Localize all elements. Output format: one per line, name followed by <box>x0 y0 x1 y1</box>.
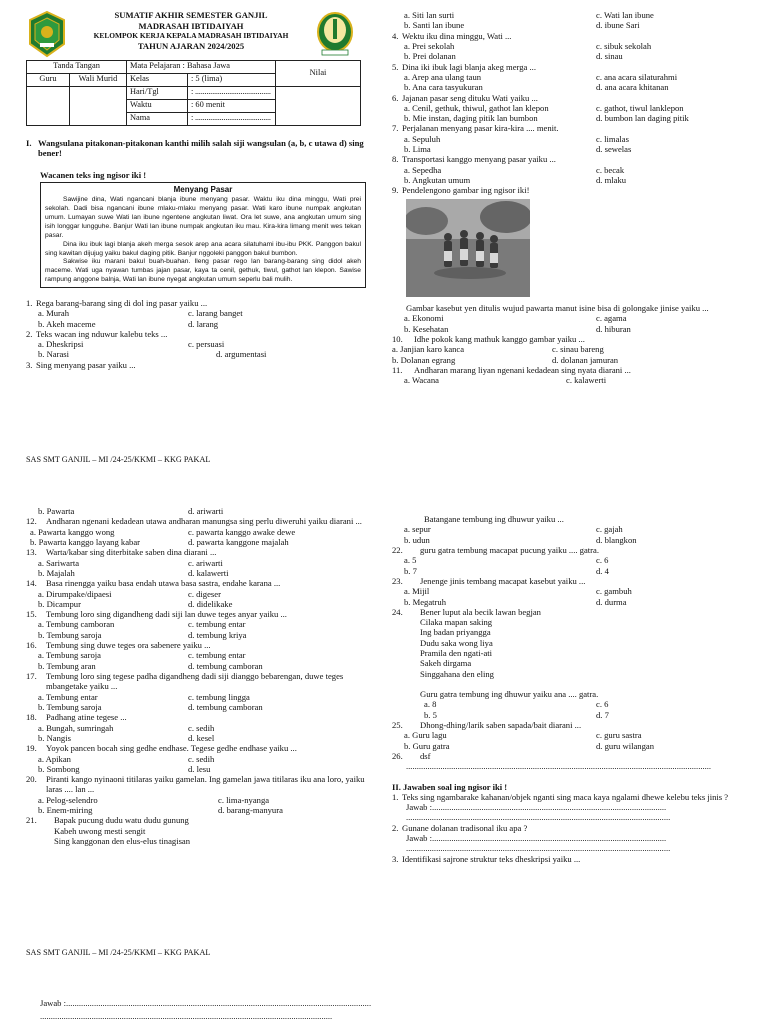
poem-line: Sakeh dirgama <box>420 658 472 669</box>
question-11-options-part1 <box>392 375 762 385</box>
question-number: 26. <box>392 750 403 761</box>
option-b[interactable]: b. Angkutan umum <box>404 175 471 185</box>
question-15-options <box>26 619 378 640</box>
option-a[interactable]: a. Ekonomi <box>404 313 444 324</box>
madrasah-emblem-icon <box>28 10 66 58</box>
question-16-options <box>26 650 378 671</box>
option-a[interactable]: a. Sariwarta <box>38 557 80 568</box>
question-number: 13. <box>26 547 37 558</box>
option-d[interactable]: d. durma <box>596 596 627 607</box>
option-c[interactable]: c. agama <box>596 313 627 324</box>
option-a[interactable]: a. Pelog-selendro <box>38 794 98 805</box>
time-value: : 60 menit <box>188 100 276 113</box>
question-11-options-part2 <box>26 506 378 516</box>
option-b[interactable]: b. Majalah <box>38 567 75 578</box>
exam-title: SUMATIF AKHIR SEMESTER GANJIL <box>114 10 268 20</box>
poem-line: Bener luput ala becik lawan begjan <box>420 606 541 617</box>
reading-passage <box>40 182 366 288</box>
option-c[interactable]: c. sibuk sekolah <box>596 40 652 51</box>
option-d[interactable]: d. tembung kriya <box>188 629 247 640</box>
question-25 <box>392 720 762 730</box>
poem-line: Sing kanggonan den elus-elus tinagisan <box>54 836 191 846</box>
option-b[interactable]: b. Pawarta <box>38 506 75 516</box>
option-c[interactable]: c. guru sastra <box>596 730 642 741</box>
reading-label: Wacanen teks ing ngisor iki ! <box>40 169 147 180</box>
question-24 <box>392 607 762 700</box>
section1-number: I. <box>26 138 32 148</box>
question-22 <box>392 545 762 555</box>
question-text: Andharan marang liyan ngenani kedadean sing nyata diarani ... <box>414 364 631 375</box>
time-label: Waktu <box>127 100 188 113</box>
p1-right-questions <box>392 31 762 386</box>
essay-question-3 <box>392 854 762 864</box>
question-4-options <box>392 41 762 62</box>
option-d[interactable]: d. kalawerti <box>188 567 229 578</box>
question-number: 17. <box>26 671 37 681</box>
question-4 <box>392 31 762 41</box>
question-text: Tembung loro sing tegese padha digandheng dadi siji dianggo bebarengan, duwe teges mbangetake yaiku ... <box>46 671 344 692</box>
teacher-signature-box[interactable] <box>27 87 70 126</box>
question-text: Teks sing ngambarake kahanan/objek nganti sing maca kaya ngalami dhewe kelebu teks jinis ? <box>402 791 729 802</box>
regional-emblem-icon <box>316 10 354 58</box>
question-text: Transportasi kanggo menyang pasar yaiku ... <box>402 154 556 165</box>
option-d[interactable]: d. larang <box>188 318 219 329</box>
question-text: Dhong-dhing/larik saben sapada/bait diarani ... <box>420 719 582 730</box>
class-label: Kelas <box>127 74 188 87</box>
option-c[interactable]: c. gajah <box>596 524 623 535</box>
question-12-options <box>26 527 378 548</box>
question-text: Perjalanan menyang pasar kira-kira .... menit. <box>402 123 559 134</box>
option-d[interactable]: d. pawarta kanggone majalah <box>188 536 289 547</box>
option-c[interactable]: c. tembung entar <box>188 650 246 661</box>
question-number: 1. <box>392 791 399 802</box>
question-number: 10. <box>392 333 403 344</box>
question-23 <box>392 576 762 586</box>
page2-footer: SAS SMT GANJIL – MI /24-25/KKMI – KKG PAKAL <box>26 948 211 957</box>
poem-line: Singgahana den eling <box>420 668 494 679</box>
option-a[interactable]: a. Dheskripsi <box>38 339 84 350</box>
question-number: 25. <box>392 719 403 730</box>
question-text: Idhe pokok kang mathuk kanggo gambar yaiku ... <box>414 333 585 344</box>
question-6-options <box>392 103 762 124</box>
option-c[interactable]: c. gambuh <box>596 586 632 597</box>
question-17 <box>26 671 378 692</box>
school-name: MADRASAH IBTIDAIYAH <box>138 20 244 31</box>
question-number: 7. <box>392 123 399 134</box>
poem-line: Dudu saka wong liya <box>420 637 493 648</box>
date-label: Hari/Tgl <box>127 87 188 100</box>
question-text: Tembung loro sing digandheng dadi siji lan duwe teges anyar yaiku ... <box>46 609 287 620</box>
option-b[interactable]: b. Mie instan, daging pitik lan bumbon <box>404 113 538 124</box>
option-b[interactable]: b. Tembung aran <box>38 660 96 671</box>
essay-2-answer-field[interactable]: Jawab :............................................................................................................. <box>406 833 667 844</box>
option-c[interactable]: c. sedih <box>188 722 215 733</box>
question-8-options <box>392 165 762 186</box>
question-12 <box>26 516 378 526</box>
option-d[interactable]: d. 4 <box>596 565 609 576</box>
reading-paragraph-1: Sawijine dina, Wati ngancani blanja ibune menyang pasar. Waktu iku dina minggu, Wati prei sekolah. Dadi bisa ngancani ibune mlaku-mlaku menyang pasar. Wati karo ibune numpak angkutan umum. Lumayan suwe Wati lan ibune ngentene angkutan liwat. Ora let suwe, ana angkutan umum sing isih longgar lungguhe. Banjur Wati lan ibune numpak angkutan iku mau. Kira-kira limang menit wes tekan pasar. <box>45 196 361 239</box>
exam-page-1 <box>0 0 768 490</box>
option-a[interactable]: a. sepur <box>404 524 431 535</box>
option-d[interactable]: d. lesu <box>188 763 211 774</box>
page2-right-column <box>392 514 762 864</box>
teacher-signature-label: Guru <box>27 74 70 87</box>
question-18-options <box>26 723 378 744</box>
question-text: Identifikasi sajrone struktur teks dheskripsi yaiku ... <box>402 853 581 864</box>
reading-title: Menyang Pasar <box>173 184 233 194</box>
p1-left-questions <box>26 298 378 370</box>
section1-instruction <box>26 138 378 159</box>
option-d[interactable]: d. sewelas <box>596 144 632 155</box>
question-number: 16. <box>26 640 37 651</box>
option-d[interactable]: d. tembung camboran <box>188 660 263 671</box>
option-d[interactable]: d. barang-manyura <box>218 805 283 816</box>
option-a[interactable]: a. Sepuluh <box>404 133 441 144</box>
option-b[interactable]: b. 5 <box>424 709 437 720</box>
question-text: Rega barang-barang sing di dol ing pasar yaiku ... <box>36 297 208 308</box>
option-d[interactable]: d. tembung camboran <box>188 701 263 712</box>
option-c[interactable]: c. ariwarti <box>188 557 223 568</box>
question-13-options <box>26 558 378 579</box>
option-b[interactable]: b. Sombong <box>38 763 80 774</box>
date-field[interactable]: : ........................................ <box>188 87 276 100</box>
question-21-tail: Batangane tembung ing dhuwur yaiku ... <box>424 514 564 524</box>
question-11 <box>392 365 762 375</box>
question-14-options <box>26 589 378 610</box>
option-a[interactable]: a. Janjian karo kanca <box>392 344 465 355</box>
question-number: 19. <box>26 743 37 754</box>
question-text: Basa rinengga yaiku basa endah utawa basa sastra, endahe karana ... <box>46 578 281 589</box>
option-a[interactable]: a. Apikan <box>38 753 71 764</box>
question-7 <box>392 123 762 133</box>
option-a[interactable]: a. Tembung saroja <box>38 650 101 661</box>
exam-page-2 <box>0 500 768 1024</box>
question-16 <box>26 640 378 650</box>
question-24-poem <box>412 607 762 700</box>
option-a[interactable]: a. Prei sekolah <box>404 40 455 51</box>
option-b[interactable]: b. Dolanan egrang <box>392 354 456 365</box>
option-b[interactable]: b. Megatruh <box>404 596 447 607</box>
option-d[interactable]: d. bumbon lan daging pitik <box>596 113 689 124</box>
option-c[interactable]: c. digeser <box>188 588 221 599</box>
name-field[interactable]: : ........................................ <box>188 113 276 126</box>
option-a[interactable]: a. Sepedha <box>404 164 442 175</box>
question-24-options <box>392 699 762 720</box>
question-19-options <box>26 754 378 775</box>
question-text: Dina iki ibuk lagi blanja akeg merga ... <box>402 61 536 72</box>
reading-paragraph-2: Dina iku ibuk lagi blanja akeh merga sesok arep ana acara silatuhami ibu-ibu PKK. Panggon bakul sing kawitan dijujug yaiku bakul daging pitik. Banjur nggoleki panggon bakul bumbon. <box>45 240 361 257</box>
option-a[interactable]: a. Mijil <box>404 586 430 597</box>
question-6 <box>392 93 762 103</box>
option-b[interactable]: b. Kesehatan <box>404 323 449 334</box>
question-number: 3. <box>26 359 33 370</box>
question-9-options <box>392 313 762 334</box>
option-c[interactable]: c. ana acara silaturahmi <box>596 71 678 82</box>
question-text: Padhang atine tegese ... <box>46 712 127 723</box>
option-a[interactable]: a. Tembung camboran <box>38 619 115 630</box>
class-value: : 5 (lima) <box>188 74 276 87</box>
score-box[interactable] <box>276 87 361 126</box>
option-c[interactable]: c. sinau bareng <box>552 344 604 355</box>
option-a[interactable]: a. Tembung entar <box>38 691 98 702</box>
option-c[interactable]: c. tembung entar <box>188 619 246 630</box>
question-18 <box>26 712 378 722</box>
option-c[interactable]: c. limalas <box>596 133 629 144</box>
page2-left-column <box>26 506 378 846</box>
question-25-options <box>392 730 762 751</box>
option-b[interactable]: b. Dicampur <box>38 598 81 609</box>
student-info-table <box>26 60 361 126</box>
question-1 <box>26 298 378 308</box>
option-a[interactable]: a. Wacana <box>404 375 439 386</box>
page1-footer: SAS SMT GANJIL – MI /24-25/KKMI – KKG PAKAL <box>26 455 211 464</box>
option-d[interactable]: d. kesel <box>188 732 215 743</box>
exam-title-block <box>66 10 316 51</box>
question-number: 5. <box>392 61 399 72</box>
poem-line: Pramila den ngati-ati <box>420 648 493 659</box>
option-d[interactable]: d. ibune Sari <box>596 20 640 31</box>
question-2 <box>26 329 378 339</box>
section2-instruction: II. Jawaben soal ing ngisor iki ! <box>392 781 508 792</box>
question-number: 4. <box>392 30 399 41</box>
option-c[interactable]: c. tembung lingga <box>188 691 250 702</box>
question-text: Warta/kabar sing diterbitake saben dina diarani ... <box>46 547 217 558</box>
question-10-options <box>392 344 762 365</box>
option-d[interactable]: d. didelikake <box>188 598 233 609</box>
question-text: Andharan ngenani kedadean utawa andharan manungsa sing perlu diweruhi yaiku diarani ... <box>46 516 362 527</box>
option-b[interactable]: b. Lima <box>404 144 431 155</box>
parent-signature-label: Wali Murid <box>70 74 127 87</box>
question-5 <box>392 62 762 72</box>
question-number: 21. <box>26 815 37 826</box>
option-b[interactable]: b. 7 <box>404 565 417 576</box>
academic-year: TAHUN AJARAN 2024/2025 <box>137 40 245 51</box>
question-text: Tembung sing duwe teges ora sabenere yaiku ... <box>46 640 211 651</box>
question-text: Teks wacan ing nduwur kalebu teks ... <box>36 328 168 339</box>
question-number: 23. <box>392 575 403 586</box>
option-d[interactable]: d. blangkon <box>596 534 637 545</box>
question-text: Wektu iku dina minggu, Wati ... <box>402 30 512 41</box>
option-d[interactable]: d. sinau <box>596 51 623 62</box>
option-d[interactable]: d. argumentasi <box>216 349 267 360</box>
essay-question-2 <box>392 823 762 833</box>
question-number: 3. <box>392 853 399 864</box>
option-b[interactable]: b. udun <box>404 534 430 545</box>
question-number: 9. <box>392 185 399 196</box>
option-b[interactable]: b. Guru gatra <box>404 740 450 751</box>
question-21-options <box>392 524 762 545</box>
option-d[interactable]: d. dolanan jamuran <box>552 354 619 365</box>
essay-1-answer-field[interactable]: Jawab :............................................................................................................. <box>406 802 667 813</box>
parent-signature-box[interactable] <box>70 87 127 126</box>
question-number: 24. <box>392 606 403 617</box>
question-number: 18. <box>26 712 37 723</box>
question-19 <box>26 743 378 753</box>
question-text: dsf <box>420 750 431 761</box>
option-b[interactable]: b. Nangis <box>38 732 71 743</box>
question-20 <box>26 774 378 795</box>
question-20-options <box>26 795 378 816</box>
question-number: 12. <box>26 516 37 527</box>
question-text: Piranti kango nyinaoni titilaras yaiku gamelan. Ing gamelan jawa titilaras iku ana loro, yaiku laras .... lan ... <box>46 774 365 795</box>
option-c[interactable]: c. 6 <box>596 699 609 710</box>
score-header: Nilai <box>276 61 361 87</box>
option-d[interactable]: d. ana acara khitanan <box>596 82 669 93</box>
option-c[interactable]: c. kalawerti <box>566 375 607 386</box>
essay-3-answer-field[interactable]: Jawab :.............................................................................................................................................. <box>40 998 372 1008</box>
poem-line: Bapak pucung dudu watu dudu gunung <box>54 815 189 826</box>
essay-3-answer-dots[interactable]: ........................................................................................................................................ <box>40 1011 333 1021</box>
option-c[interactable]: c. larang banget <box>188 308 243 319</box>
question-text: Yoyok pancen bocah sing gedhe endhase. Tegese gedhe endhase yaiku ... <box>46 743 297 754</box>
option-b[interactable]: b. Tembung saroja <box>38 629 102 640</box>
children-playing-photo <box>406 199 530 297</box>
answer-dots-line[interactable]: .............................................................................................................................................. <box>406 761 712 772</box>
question-2-options <box>26 339 378 360</box>
question-text: guru gatra tembung macapat pucung yaiku .... gatra. <box>420 544 599 555</box>
question-text: Sing menyang pasar yaiku ... <box>36 359 136 370</box>
section1-text: Wangsulana pitakonan-pitakonan kanthi milih salah siji wangsulan (a, b, c utawa d) sing bener! <box>38 138 364 159</box>
question-9-text: Gambar kasebut yen ditulis wujud pawarta manut isine bisa di golongake jinise yaiku ... <box>406 302 709 313</box>
essay-question-1 <box>392 792 762 802</box>
poem-line: Cilaka mapan saking <box>420 617 493 628</box>
option-b[interactable]: b. Prei dolanan <box>404 51 456 62</box>
option-a[interactable]: a. 8 <box>424 699 437 710</box>
question-number: 2. <box>392 822 399 833</box>
option-c[interactable]: c. 6 <box>596 555 609 566</box>
essay-2-answer-dots[interactable]: ........................................................................................................................... <box>406 843 671 854</box>
question-8 <box>392 154 762 164</box>
question-text: Pendelengono gambar ing ngisor iki! <box>402 185 530 196</box>
question-5-options <box>392 72 762 93</box>
option-a[interactable]: a. Arep ana ulang taun <box>404 71 482 82</box>
option-d[interactable]: d. guru wilangan <box>596 740 654 751</box>
question-21-poem <box>46 815 378 846</box>
question-number: 6. <box>392 92 399 103</box>
option-c[interactable]: c. pawarta kanggo awake dewe <box>188 526 296 537</box>
question-15 <box>26 609 378 619</box>
question-number: 8. <box>392 154 399 165</box>
option-c[interactable]: c. becak <box>596 164 625 175</box>
question-number: 1. <box>26 297 33 308</box>
reading-paragraph-3: Sakwise iku marani bakul buah-buahan. Ileng pasar rego lan barang-barang sing didol akeh maceme. Wati uga nyawan tumbas jajan pasar, kaya ta cenil, gethuk, tiwul, gathot lan klepon. Sawise rampung anggone balnja, Wati lan ibune nyegat angkutan umum seperlu bali mulih. <box>45 258 361 284</box>
question-22-options <box>392 555 762 576</box>
question-1-options <box>26 308 378 329</box>
question-14 <box>26 578 378 588</box>
question-text: Guru gatra tembung ing dhuwur yaiku ana .... gatra. <box>420 689 599 699</box>
option-d[interactable]: d. 7 <box>596 709 609 720</box>
question-9 <box>392 185 762 195</box>
question-number: 2. <box>26 328 33 339</box>
question-7-options <box>392 134 762 155</box>
option-b[interactable]: b. Enem-miring <box>38 805 93 816</box>
option-a[interactable]: a. Murah <box>38 308 70 319</box>
question-number: 22. <box>392 544 403 555</box>
option-a[interactable]: a. Siti lan surti <box>404 10 455 20</box>
question-17-options <box>26 692 378 713</box>
question-13 <box>26 547 378 557</box>
page1-right-column <box>392 10 762 385</box>
question-number: 11. <box>392 364 403 375</box>
option-d[interactable]: d. mlaku <box>596 175 627 185</box>
option-a[interactable]: a. Pawarta kanggo wong <box>30 526 115 537</box>
option-b[interactable]: b. Ana cara tasyukuran <box>404 82 483 93</box>
question-21 <box>26 815 378 846</box>
option-a[interactable]: a. Bungah, sumringah <box>38 722 114 733</box>
option-c[interactable]: c. gathot, tiwul lanklepon <box>596 102 684 113</box>
subject-cell: Mata Pelajaran : Bahasa Jawa <box>127 61 276 74</box>
question-text: Jajanan pasar seng dituku Wati yaiku ... <box>402 92 538 103</box>
exam-header <box>26 0 378 58</box>
option-d[interactable]: d. hiburan <box>596 323 631 334</box>
option-c[interactable]: c. lima-nyanga <box>218 794 270 805</box>
option-c[interactable]: c. persuasi <box>188 339 225 350</box>
option-b[interactable]: b. Santi lan ibune <box>404 20 465 31</box>
question-text: Jenenge jinis tembang macapat kasebut yaiku ... <box>420 575 586 586</box>
question-3 <box>26 360 378 370</box>
signature-header: Tanda Tangan <box>27 61 127 74</box>
question-3-options <box>392 10 762 31</box>
question-number: 14. <box>26 578 37 589</box>
organizer-name: KELOMPOK KERJA KEPALA MADRASAH IBTIDAIYAH <box>93 31 289 41</box>
option-a[interactable]: a. Guru lagu <box>404 730 447 741</box>
option-b[interactable]: b. Narasi <box>38 349 70 360</box>
poem-line: Ing badan priyangga <box>420 627 491 638</box>
option-c[interactable]: c. Wati lan ibune <box>596 10 654 20</box>
option-b[interactable]: b. Akeh maceme <box>38 318 96 329</box>
page1-left-column <box>26 0 378 370</box>
name-label: Nama <box>127 113 188 126</box>
p2-left-questions <box>26 516 378 846</box>
option-b[interactable]: b. Tembung saroja <box>38 701 102 712</box>
question-text: Gunane dolanan tradisonal iku apa ? <box>402 822 528 833</box>
option-b[interactable]: b. Pawarta kanggo layang kabar <box>30 536 141 547</box>
option-d[interactable]: d. ariwarti <box>188 506 224 516</box>
poem-line: Kabeh uwong mesti sengit <box>54 825 146 836</box>
question-26 <box>392 751 762 761</box>
option-c[interactable]: c. sedih <box>188 753 215 764</box>
question-number: 15. <box>26 609 37 620</box>
question-10 <box>392 334 762 344</box>
option-a[interactable]: a. Cenil, gethuk, thiwul, gathot lan klepon <box>404 102 549 113</box>
essay-1-answer-dots[interactable]: ........................................................................................................................... <box>406 812 671 823</box>
question-23-options <box>392 586 762 607</box>
option-a[interactable]: a. 5 <box>404 555 417 566</box>
question-number: 20. <box>26 774 37 785</box>
option-a[interactable]: a. Dirumpake/dipaesi <box>38 588 112 599</box>
